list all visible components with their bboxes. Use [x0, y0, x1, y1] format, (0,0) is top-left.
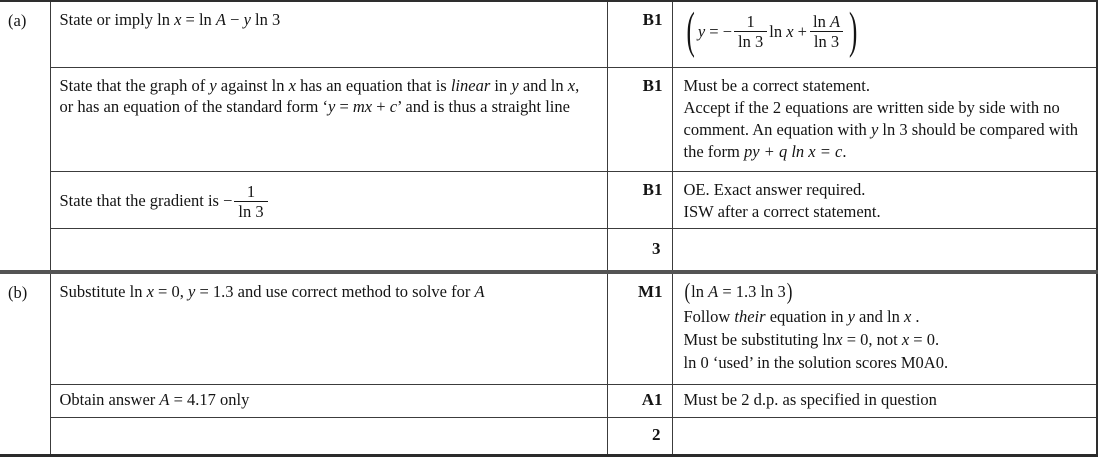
formula-lhs: y = −	[697, 21, 733, 41]
guidance-text: Must be substituting lnx = 0, not x = 0.	[683, 330, 940, 350]
guidance-text: ISW after a correct statement.	[683, 202, 881, 222]
formula-mid: ln x +	[769, 21, 807, 41]
answer-text-a3: State that the gradient is −	[59, 191, 233, 211]
guidance-text: Follow their equation in y and ln x .	[683, 307, 920, 327]
empty-guidance-cell	[672, 417, 1097, 455]
part-b-total-marks: 2	[607, 417, 672, 455]
guidance-cell-a3	[672, 171, 1097, 228]
open-paren: (	[684, 278, 691, 305]
guidance-text: ln 0 ‘used’ in the solution scores M0A0.	[683, 352, 949, 372]
part-label-a: (a)	[0, 1, 50, 272]
fraction-lnA-over-ln3: $\frac{\text{ln A}}{\ln 3}$	[809, 13, 844, 51]
part-label-b: (b)	[0, 272, 50, 455]
mark-cell-b1: M1	[607, 272, 672, 384]
answer-text-a1: State or imply ln x = ln A − y ln 3	[59, 10, 281, 29]
mark-cell-b2: A1	[607, 384, 672, 417]
guidance-cell-a1	[672, 1, 1097, 67]
empty-answer-cell	[50, 228, 607, 272]
answer-cell-a1	[50, 1, 607, 67]
formula-linear-equation	[684, 4, 1089, 60]
empty-guidance-cell	[672, 228, 1097, 272]
answer-cell-b2	[50, 384, 607, 417]
answer-cell-a3	[50, 171, 607, 228]
answer-cell-b1	[50, 272, 607, 384]
answer-cell-a2	[50, 67, 607, 171]
fraction-one-over-ln3: $\frac{1}{\ln 3}$	[234, 183, 267, 221]
open-paren: (	[686, 4, 695, 60]
formula-body: ln A = 1.3 ln 3	[691, 282, 786, 301]
guidance-text: OE. Exact answer required.	[683, 179, 866, 199]
fraction-one-over-ln3: $\frac{1}{\ln 3}$	[734, 13, 767, 51]
answer-text-a2: State that the graph of y against ln x has an equation that is linear in y and ln x, or has an equation of the standard form ‘y = mx + c’ and is thus a straight line	[59, 75, 580, 117]
guidance-text: Must be 2 d.p. as specified in question	[683, 390, 937, 410]
mark-cell-a1: B1	[607, 1, 672, 67]
mark-cell-a3: B1	[607, 171, 672, 228]
guidance-cell-b2	[672, 384, 1097, 417]
answer-text-b1: Substitute ln x = 0, y = 1.3 and use correct method to solve for A	[59, 282, 485, 301]
guidance-cell-a2	[672, 67, 1097, 171]
formula-lnA-equals	[684, 278, 1089, 305]
guidance-cell-b1	[672, 272, 1097, 384]
empty-answer-cell	[50, 417, 607, 455]
close-paren: )	[786, 278, 793, 305]
part-a-total-marks: 3	[607, 228, 672, 272]
guidance-text: Accept if the 2 equations are written side by side with no comment. An equation with y ln 3 should be compared with the form py + q ln x = c.	[683, 98, 1079, 161]
gradient-statement	[60, 179, 597, 221]
answer-text-b2: Obtain answer A = 4.17 only	[59, 390, 250, 410]
close-paren: )	[849, 4, 858, 60]
mark-cell-a2: B1	[607, 67, 672, 171]
guidance-text: Must be a correct statement.	[683, 75, 870, 95]
